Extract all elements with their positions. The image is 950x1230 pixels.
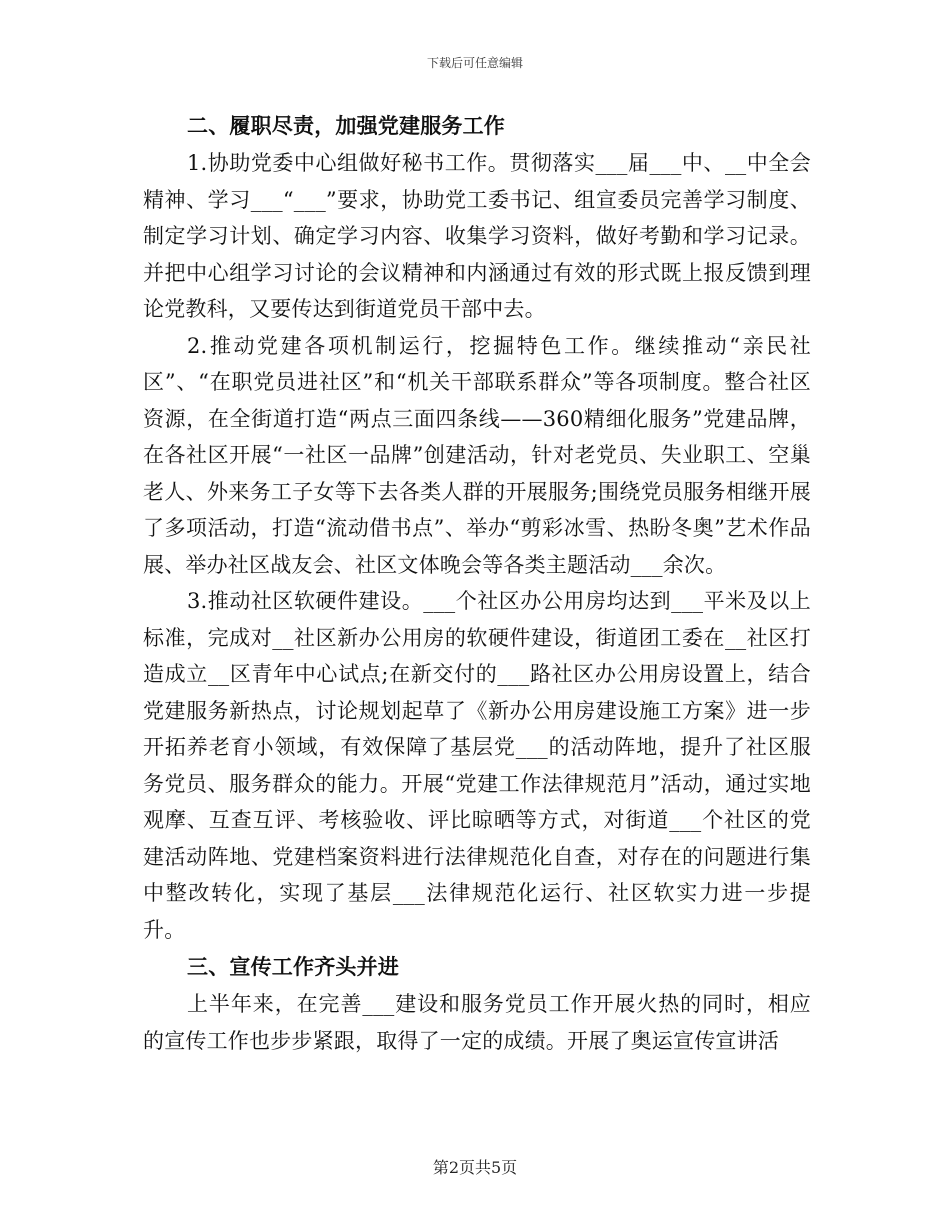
page-header: 下载后可任意编辑 xyxy=(426,56,523,70)
body-paragraph: 上半年来，在完善___建设和服务党员工作开展火热的同时，相应的宣传工作也步步紧跟，取得了一定的成绩。开展了奥运宣传宣讲活 xyxy=(143,992,811,1053)
section-heading: 三、宣传工作齐头并进 xyxy=(187,954,399,979)
body-paragraph: 2.推动党建各项机制运行，挖掘特色工作。继续推动“亲民社区”、“在职党员进社区”和“机关干部联系群众”等各项制度。整合社区资源，在全街道打造“两点三面四条线——360精细化服务”党建品牌，在各社区开展“一社区一品牌”创建活动，针对老党员、失业职工、空巢老人、外来务工子女等下去各类人群的开展服务;围绕党员服务相继开展了多项活动，打造“流动借书点”、举办“剪彩冰雪、热盼冬奥”艺术作品展、举办社区战友会、社区文体晚会等各类主题活动___余次。 xyxy=(143,333,811,577)
section-heading: 二、履职尽责，加强党建服务工作 xyxy=(187,113,505,138)
document-body xyxy=(143,107,811,1059)
body-paragraph: 1.协助党委中心组做好秘书工作。贯彻落实___届___中、__中全会精神、学习___“___”要求，协助党工委书记、组宣委员完善学习制度、制定学习计划、确定学习内容、收集学习资料，做好考勤和学习记录。并把中心组学习讨论的会议精神和内涵通过有效的形式既上报反馈到理论党教科，又要传达到街道党员干部中去。 xyxy=(143,151,811,321)
body-paragraph: 3.推动社区软硬件建设。___个社区办公用房均达到___平米及以上标准，完成对__社区新办公用房的软硬件建设，街道团工委在__社区打造成立__区青年中心试点;在新交付的___路社区办公用房设置上，结合党建服务新热点，讨论规划起草了《新办公用房建设施工方案》进一步开拓养老育小领域，有效保障了基层党___的活动阵地，提升了社区服务党员、服务群众的能力。开展“党建工作法律规范月”活动，通过实地观摩、互查互评、考核验收、评比晾晒等方式，对街道___个社区的党建活动阵地、党建档案资料进行法律规范化自查，对存在的问题进行集中整改转化，实现了基层___法律规范化运行、社区软实力进一步提升。 xyxy=(143,589,811,942)
page-footer: 第2页共5页 xyxy=(432,1158,518,1177)
